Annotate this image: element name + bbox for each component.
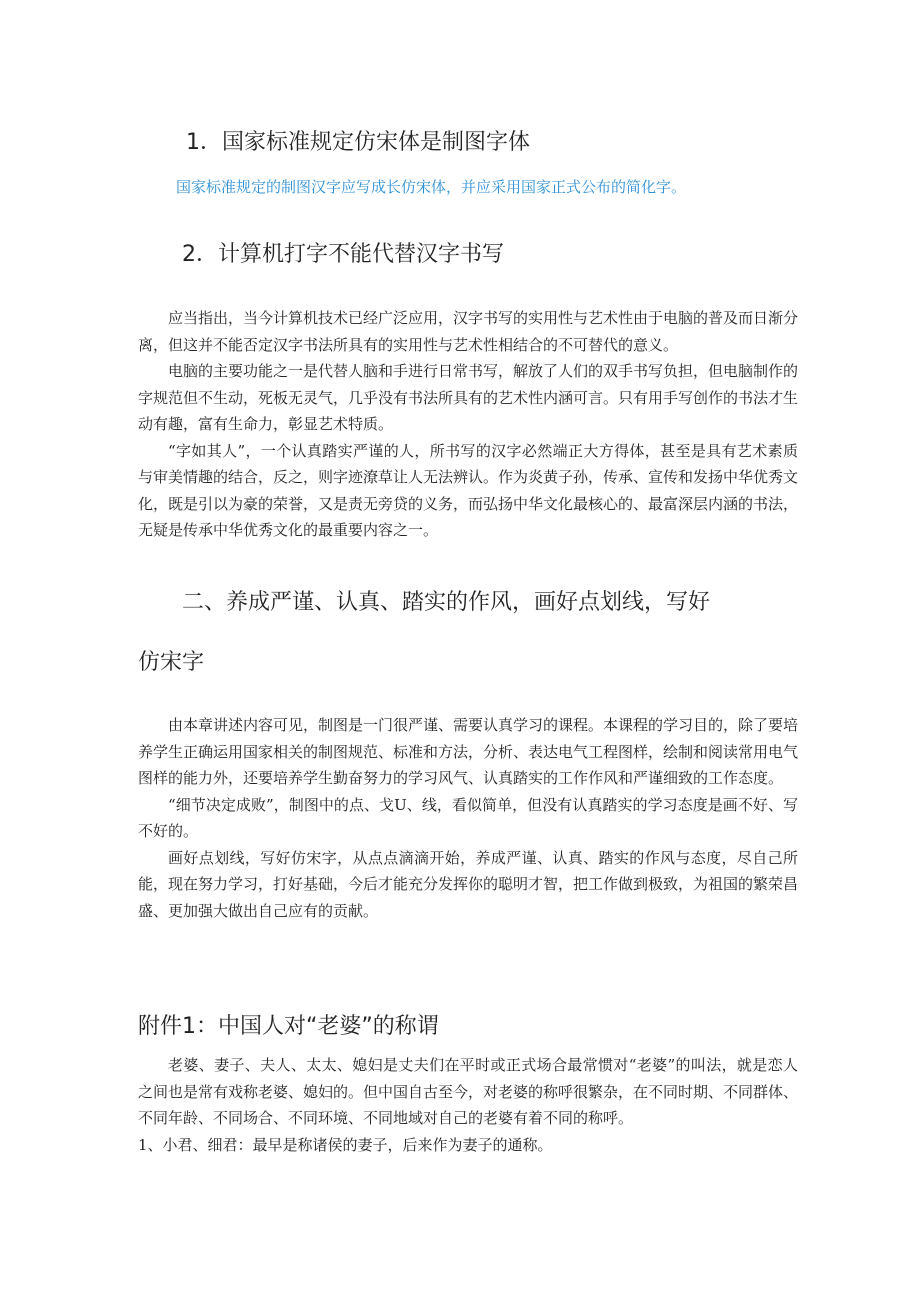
section-4-heading: 附件1：中国人对“老婆”的称谓	[138, 1014, 439, 1039]
section-4-body	[138, 1052, 798, 1158]
section-4-paragraph-1: 老婆、妻子、夫人、太太、媳妇是丈夫们在平时或正式场合最常惯对“老婆”的叫法，就是恋人之间也是常有戏称老婆、媳妇的。但中国自古至今，对老婆的称呼很繁杂，在不同时期、不同群体、不同年龄、不同场合、不同环境、不同地域对自己的老婆有着不同的称呼。	[138, 1056, 799, 1127]
section-4-item-1: 1、小君、细君：最早是称诸侯的妻子，后来作为妻子的通称。	[138, 1135, 553, 1154]
section-4-heading-block	[138, 1012, 798, 1042]
section-2-paragraph-2: 电脑的主要功能之一是代替人脑和手进行日常书写，解放了人们的双手书写负担，但电脑制作的字规范但不生动，死板无灵气，几乎没有书法所具有的艺术性内涵可言。只有用手写创作的书法才生动有趣，富有生命力，彰显艺术特质。	[138, 362, 799, 433]
section-3-heading-line-2: 仿宋字	[138, 650, 205, 675]
section-2-body	[138, 305, 798, 544]
section-1-note: 国家标准规定的制图汉字应写成长仿宋体，并应采用国家正式公布的简化字。	[176, 178, 687, 196]
section-1	[186, 128, 786, 158]
section-2	[182, 240, 782, 270]
section-3-paragraph-1: 由本章讲述内容可见，制图是一门很严谨、需要认真学习的课程。本课程的学习目的，除了要培养学生正确运用国家相关的制图规范、标准和方法，分析、表达电气工程图样，绘制和阅读常用电气图样的能力外，还要培养学生勤奋努力的学习风气、认真踏实的工作作风和严谨细致的工作态度。	[138, 716, 799, 787]
section-2-paragraph-3: “字如其人”，一个认真踏实严谨的人，所书写的汉字必然端正大方得体，甚至是具有艺术素质与审美情趣的结合，反之，则字迹潦草让人无法辨认。作为炎黄子孙，传承、宣传和发扬中华优秀文化，既是引以为豪的荣誉，又是责无旁贷的义务，而弘扬中华文化最核心的、最富深层内涵的书法，无疑是传承中华优秀文化的最重要内容之一。	[138, 441, 799, 539]
section-3-paragraph-3: 画好点划线，写好仿宋字，从点点滴滴开始，养成严谨、认真、踏实的作风与态度，尽自己所能，现在努力学习，打好基础，今后才能充分发挥你的聪明才智，把工作做到极致，为祖国的繁荣昌盛、更加强大做出自己应有的贡献。	[138, 848, 799, 920]
section-2-heading: 2．计算机打字不能代替汉字书写	[182, 242, 504, 267]
section-3-heading-line-2-block	[138, 648, 798, 678]
section-1-note-block	[176, 176, 796, 198]
section-3-heading-line-1: 二、养成严谨、认真、踏实的作风，画好点划线，写好	[182, 590, 711, 615]
section-3-paragraph-2: “细节决定成败”，制图中的点、戈U、线，看似简单，但没有认真踏实的学习态度是画不好、写不好的。	[138, 795, 798, 840]
section-3-body	[138, 712, 798, 924]
section-2-paragraph-1: 应当指出，当今计算机技术已经广泛应用，汉字书写的实用性与艺术性由于电脑的普及而日渐分离，但这并不能否定汉字书法所具有的实用性与艺术性相结合的不可替代的意义。	[138, 309, 799, 354]
section-1-heading: 1．国家标准规定仿宋体是制图字体	[186, 130, 530, 155]
section-3-heading-line-1-block	[182, 588, 802, 618]
